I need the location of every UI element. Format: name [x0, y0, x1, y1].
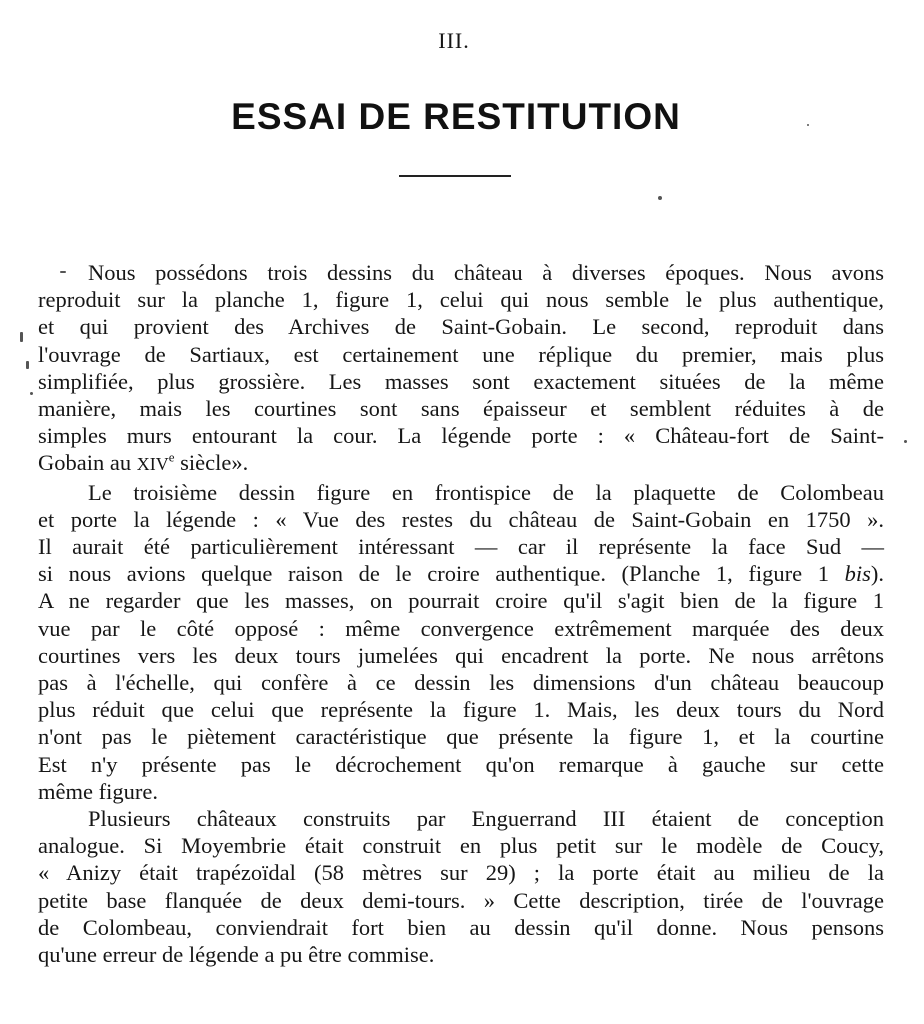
text-line: et qui provient des Archives de Saint-Gobain. Le second, reproduit dans — [38, 314, 884, 340]
text-line: l'ouvrage de Sartiaux, est certainement une réplique du premier, mais plus — [38, 341, 884, 367]
italic-text: bis — [844, 561, 871, 587]
text-line: plus réduit que celui que représente la figure 1. Mais, les deux tours du Nord — [38, 697, 884, 723]
text-line: manière, mais les courtines sont sans épaisseur et semblent réduites à de — [38, 396, 884, 422]
text-fragment: ). — [870, 561, 884, 587]
scan-speck — [20, 332, 23, 342]
text-line: courtines vers les deux tours jumelées qui encadrent la porte. Ne nous arrêtons — [38, 642, 884, 668]
title-rule — [399, 175, 511, 177]
text-line: « Anizy était trapézoïdal (58 mètres sur 29) ; la porte était au milieu de la — [38, 860, 884, 886]
body-text — [38, 259, 884, 968]
text-line: Le troisième dessin figure en frontispice de la plaquette de Colombeau — [88, 479, 884, 505]
text-line: simplifiée, plus grossière. Les masses sont exactement situées de la même — [38, 368, 884, 394]
text-line: même figure. — [38, 778, 158, 804]
text-line: de Colombeau, conviendrait fort bien au dessin qu'il donne. Nous pensons — [38, 914, 884, 940]
chapter-title: ESSAI DE RESTITUTION — [231, 96, 681, 137]
text-line: Est n'y présente pas le décrochement qu'on remarque à gauche sur cette — [38, 751, 884, 777]
scan-speck — [26, 361, 29, 369]
paragraph-3 — [38, 805, 884, 968]
text-line: analogue. Si Moyembrie était construit en plus petit sur le modèle de Coucy, — [38, 833, 884, 859]
text-line: A ne regarder que les masses, on pourrait croire qu'il s'agit bien de la figure 1 — [38, 588, 884, 614]
text-line — [38, 560, 884, 587]
text-fragment: siècle». — [174, 450, 249, 476]
text-line: n'ont pas le piètement caractéristique que présente la figure 1, et la courtine — [38, 724, 884, 750]
scan-speck — [60, 271, 66, 273]
scan-speck — [30, 392, 33, 395]
chapter-number: III. — [438, 28, 470, 53]
text-line: Plusieurs châteaux construits par Enguerrand III étaient de conception — [88, 806, 884, 832]
superscript: e — [168, 449, 175, 465]
text-line: simples murs entourant la cour. La légende porte : « Château-fort de Saint- — [38, 423, 884, 449]
text-fragment: si nous avions quelque raison de le croire authentique. (Planche 1, figure 1 — [38, 561, 845, 587]
century-numeral: XIV — [136, 454, 169, 475]
text-line: petite base flanquée de deux demi-tours. » Cette description, tirée de l'ouvrage — [38, 887, 884, 913]
text-line: reproduit sur la planche 1, figure 1, celui qui nous semble le plus authentique, — [38, 287, 884, 313]
scan-speck — [658, 196, 662, 200]
paragraph-2 — [38, 479, 884, 805]
text-line: pas à l'échelle, qui confère à ce dessin les dimensions d'un château beaucoup — [38, 670, 884, 696]
text-line: qu'une erreur de légende a pu être commise. — [38, 942, 435, 968]
paragraph-1 — [38, 259, 884, 479]
text-line: vue par le côté opposé : même convergence extrêmement marquée des deux — [38, 615, 884, 641]
scan-speck — [807, 124, 809, 126]
scan-speck — [904, 440, 907, 443]
text-fragment: Gobain au — [38, 450, 137, 476]
text-line: et porte la légende : « Vue des restes du château de Saint-Gobain en 1750 ». — [38, 506, 884, 532]
text-line: Il aurait été particulièrement intéressant — car il représente la face Sud — — [38, 534, 884, 560]
text-line: Nous possédons trois dessins du château à diverses époques. Nous avons — [88, 260, 884, 285]
text-line — [38, 449, 884, 478]
